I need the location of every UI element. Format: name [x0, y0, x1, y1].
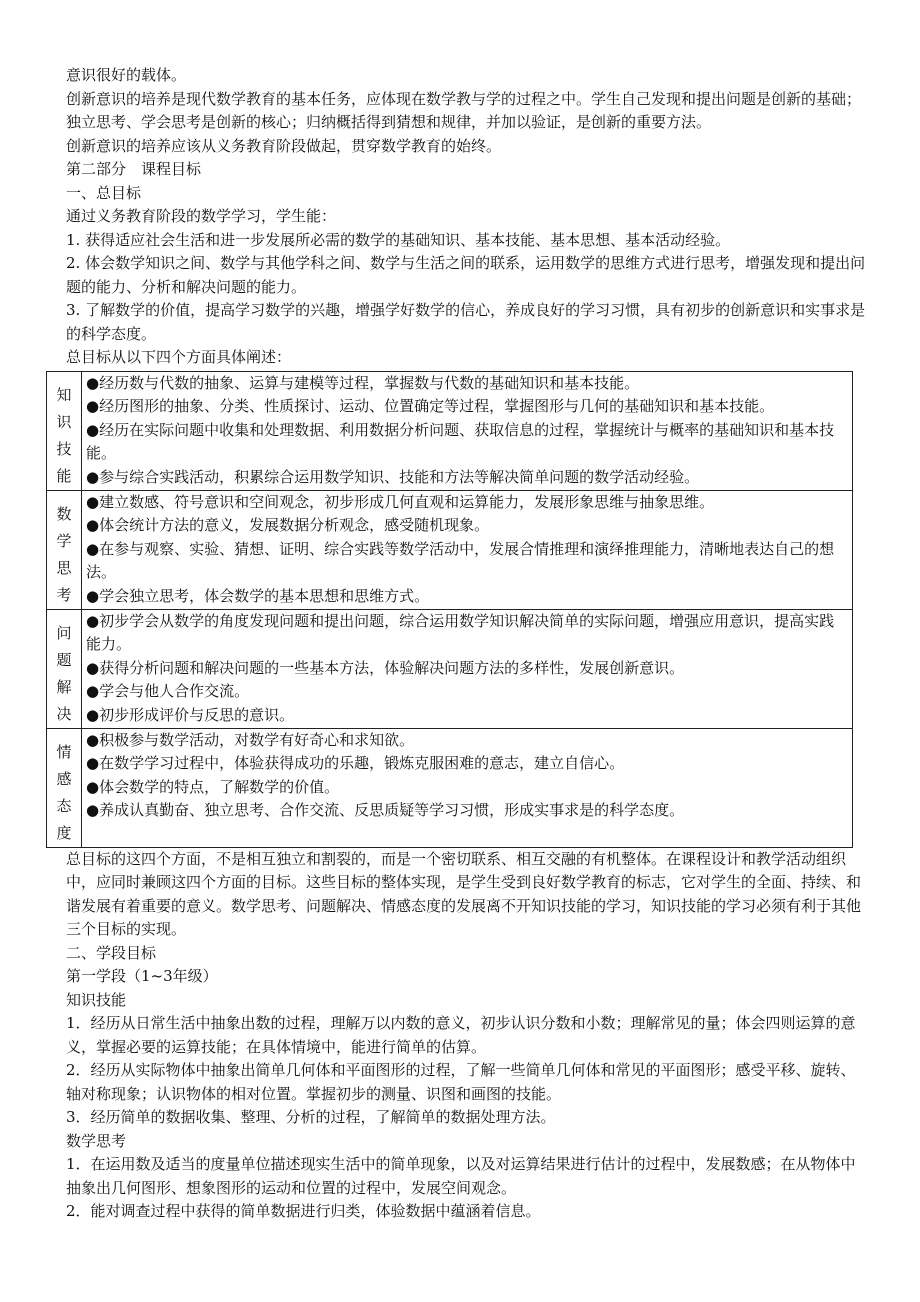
category-char: 能 [56, 466, 72, 485]
goal-item-3: 3. 了解数学的价值，提高学习数学的兴趣，增强学好数学的信心，养成良好的学习习惯，具有初步的创新意识和实事求是的科学态度。 [66, 301, 866, 343]
bullet-item: ●初步形成评价与反思的意识。 [86, 705, 295, 724]
items-cell [82, 371, 853, 490]
category-char: 度 [56, 823, 72, 842]
bullet-item: ●建立数感、符号意识和空间观念，初步形成几何直观和运算能力，发展形象思维与抽象思维。 [86, 492, 715, 511]
items-cell [82, 728, 853, 847]
table-row-math-thinking [47, 490, 853, 609]
category-cell [47, 609, 82, 728]
stage-item-1: 1．经历从日常生活中抽象出数的过程，理解万以内数的意义，初步认识分数和小数；理解常见的量；体会四则运算的意义，掌握必要的运算技能；在具体情境中，能进行简单的估算。 [66, 1014, 856, 1056]
table-row-problem-solving [47, 609, 853, 728]
table-row-knowledge-skills [47, 371, 853, 490]
goal-item-1: 1. 获得适应社会生活和进一步发展所必需的数学的基础知识、基本技能、基本思想、基本活动经验。 [66, 230, 731, 249]
category-char: 题 [56, 650, 72, 669]
paragraph-four-aspects-summary: 总目标的这四个方面，不是相互独立和割裂的，而是一个密切联系、相互交融的有机整体。在课程设计和教学活动组织中，应同时兼顾这四个方面的目标。这些目标的整体实现，是学生受到良好数学教育的标志，它对学生的全面、持续、和谐发展有着重要的意义。数学思考、问题解决、情感态度的发展离不开知识技能的学习，知识技能的学习必须有利于其他三个目标的实现。 [66, 849, 862, 938]
stage-item-3: 3．经历简单的数据收集、整理、分析的过程，了解简单的数据处理方法。 [66, 1108, 556, 1126]
bullet-item: ●学会独立思考，体会数学的基本思想和思维方式。 [86, 586, 430, 605]
bullet-item: ●获得分析问题和解决问题的一些基本方法，体验解决问题方法的多样性，发展创新意识。 [86, 658, 685, 677]
paragraph-students-can: 通过义务教育阶段的数学学习，学生能： [66, 207, 337, 225]
thinking-item-1: 1．在运用数及适当的度量单位描述现实生活中的简单现象，以及对运算结果进行估计的过程中，发展数感；在从物体中抽象出几何图形、想象图形的运动和位置的过程中，发展空间观念。 [66, 1155, 856, 1197]
category-cell [47, 728, 82, 847]
bullet-item: ●在数学学习过程中，体验获得成功的乐趣，锻炼克服困难的意志，建立自信心。 [86, 754, 625, 772]
items-cell [82, 490, 853, 609]
category-char: 技 [56, 439, 72, 458]
heading-stage-goals: 二、学段目标 [66, 943, 157, 962]
paragraph-carrier-line: 意识很好的载体。 [66, 66, 187, 84]
paragraph-innovation-task: 创新意识的培养是现代数学教育的基本任务，应体现在数学教与学的过程之中。学生自己发现和提出问题是创新的基础；独立思考、学会思考是创新的核心；归纳概括得到猜想和规律，并加以验证，是创新的重要方法。 [66, 89, 862, 131]
paragraph-four-aspects: 总目标从以下四个方面具体阐述： [66, 348, 292, 366]
goal-item-2: 2. 体会数学知识之间、数学与其他学科之间、数学与生活之间的联系，运用数学的思维方式进行思考，增强发现和提出问题的能力、分析和解决问题的能力。 [66, 254, 866, 296]
bullet-item: ●经历在实际问题中收集和处理数据、利用数据分析问题、获取信息的过程，掌握统计与概率的基础知识和基本技能。 [86, 420, 835, 462]
bullet-item: ●养成认真勤奋、独立思考、合作交流、反思质疑等学习习惯，形成实事求是的科学态度。 [86, 801, 685, 819]
category-cell [47, 490, 82, 609]
items-cell [82, 609, 853, 728]
stage-item-2: 2．经历从实际物体中抽象出简单几何体和平面图形的过程，了解一些简单几何体和常见的平面图形；感受平移、旋转、轴对称现象；认识物体的相对位置。掌握初步的测量、识图和画图的技能。 [66, 1061, 856, 1103]
heading-overall-goal: 一、总目标 [66, 183, 142, 202]
category-char: 学 [56, 531, 72, 550]
heading-part-two: 第二部分 课程目标 [66, 160, 202, 178]
category-char: 态 [56, 796, 72, 815]
category-char: 思 [56, 558, 72, 577]
category-char: 感 [56, 769, 72, 788]
bullet-item: ●学会与他人合作交流。 [86, 682, 250, 700]
category-char: 决 [56, 704, 72, 723]
heading-first-stage: 第一学段（1~3年级） [66, 967, 218, 985]
bullet-item: ●参与综合实践活动，积累综合运用数学知识、技能和方法等解决简单问题的数学活动经验。 [86, 467, 700, 486]
category-char: 问 [56, 623, 72, 642]
category-char: 解 [56, 677, 72, 696]
intro-section [66, 64, 868, 370]
thinking-item-2: 2．能对调查过程中获得的简单数据进行归类，体验数据中蕴涵着信息。 [66, 1202, 541, 1220]
category-char: 识 [56, 412, 72, 431]
paragraph-innovation-start: 创新意识的培养应该从义务教育阶段做起，贯穿数学教育的始终。 [66, 136, 502, 155]
category-cell [47, 371, 82, 490]
category-char: 考 [56, 585, 72, 604]
category-char: 数 [56, 504, 72, 523]
after-section [66, 848, 868, 1224]
category-char: 知 [56, 385, 72, 404]
bullet-item: ●积极参与数学活动，对数学有好奇心和求知欲。 [86, 730, 415, 749]
table-row-emotion-attitude [47, 728, 853, 847]
bullet-item: ●体会数学的特点，了解数学的价值。 [86, 777, 340, 796]
goal-table [46, 371, 853, 848]
bullet-item: ●初步学会从数学的角度发现问题和提出问题，综合运用数学知识解决简单的实际问题，增强应用意识，提高实践能力。 [86, 611, 835, 653]
bullet-item: ●经历图形的抽象、分类、性质探讨、运动、位置确定等过程，掌握图形与几何的基础知识和基本技能。 [86, 397, 775, 415]
bullet-item: ●经历数与代数的抽象、运算与建模等过程，掌握数与代数的基础知识和基本技能。 [86, 373, 640, 392]
category-char: 情 [56, 742, 72, 761]
heading-knowledge-skills: 知识技能 [66, 990, 127, 1009]
bullet-item: ●在参与观察、实验、猜想、证明、综合实践等数学活动中，发展合情推理和演绎推理能力，清晰地表达自己的想法。 [86, 539, 835, 581]
heading-math-thinking: 数学思考 [66, 1131, 127, 1150]
bullet-item: ●体会统计方法的意义，发展数据分析观念，感受随机现象。 [86, 516, 490, 534]
